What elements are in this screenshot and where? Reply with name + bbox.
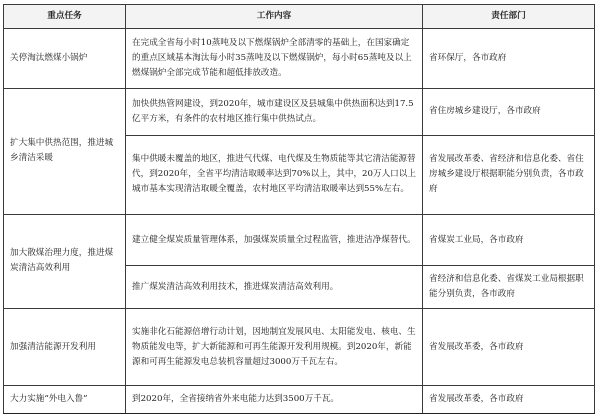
table-row	[4, 28, 595, 88]
dept-cell: 省经济和信息化委、省煤炭工业局根据职能分别负责，各市政府	[423, 266, 595, 309]
task-cell: 大力实施“外电入鲁”	[4, 386, 126, 414]
table-row	[4, 386, 595, 414]
dept-cell: 省发展改革委，各市政府	[423, 309, 595, 386]
dept-cell: 省煤炭工业局，各市政府	[423, 214, 595, 265]
header-task: 重点任务	[4, 5, 126, 29]
content-cell: 集中供暖未覆盖的地区，推进气代煤、电代煤及生物质能等其它清洁能源替代，到2020年，全省平均清洁取暖率达到70%以上，其中，20万人口以上城市基本实现清洁取暖全覆盖，农村地区平均清洁取暖率达到55%左右。	[126, 135, 423, 214]
content-cell: 在完成全省每小时10蒸吨及以下燃煤锅炉全部清零的基础上，在国家确定的重点区域基本淘汰每小时35蒸吨及以下燃煤锅炉，每小时65蒸吨及以上燃煤锅炉全部完成节能和超低排放改造。	[126, 28, 423, 88]
header-content: 工作内容	[126, 5, 423, 29]
content-cell: 建立健全煤炭质量管理体系，加强煤炭质量全过程监管，推进洁净煤替代。	[126, 214, 423, 265]
table-row	[4, 214, 595, 265]
task-cell: 关停淘汰燃煤小锅炉	[4, 28, 126, 88]
task-cell: 扩大集中供热范围，推进城乡清洁采暖	[4, 88, 126, 214]
content-cell: 加快供热管网建设，到2020年，城市建设区及县城集中供热面积达到17.5亿平方米，有条件的农村地区推行集中供热试点。	[126, 88, 423, 135]
table-row	[4, 88, 595, 135]
dept-cell: 省发展改革委，各市政府	[423, 386, 595, 414]
task-cell: 加大散煤治理力度，推进煤炭清洁高效利用	[4, 214, 126, 308]
task-table	[3, 4, 595, 414]
header-dept: 责任部门	[423, 5, 595, 29]
dept-cell: 省环保厅，各市政府	[423, 28, 595, 88]
dept-cell: 省发展改革委、省经济和信息化委、省住房城乡建设厅根据职能分别负责，各市政府	[423, 135, 595, 214]
dept-cell: 省住房城乡建设厅，各市政府	[423, 88, 595, 135]
content-cell: 实施非化石能源倍增行动计划，因地制宜发展风电、太阳能发电、核电、生物质能发电等，扩大新能源和可再生能源开发利用规模。到2020年，新能源和可再生能源发电总装机容量超过3000万千瓦左右。	[126, 309, 423, 386]
content-cell: 推广煤炭清洁高效利用技术，推进煤炭清洁高效利用。	[126, 266, 423, 309]
table-header-row	[4, 5, 595, 29]
task-cell: 加强清洁能源开发利用	[4, 309, 126, 386]
table-row	[4, 309, 595, 386]
content-cell: 到2020年，全省接纳省外来电能力达到3500万千瓦。	[126, 386, 423, 414]
